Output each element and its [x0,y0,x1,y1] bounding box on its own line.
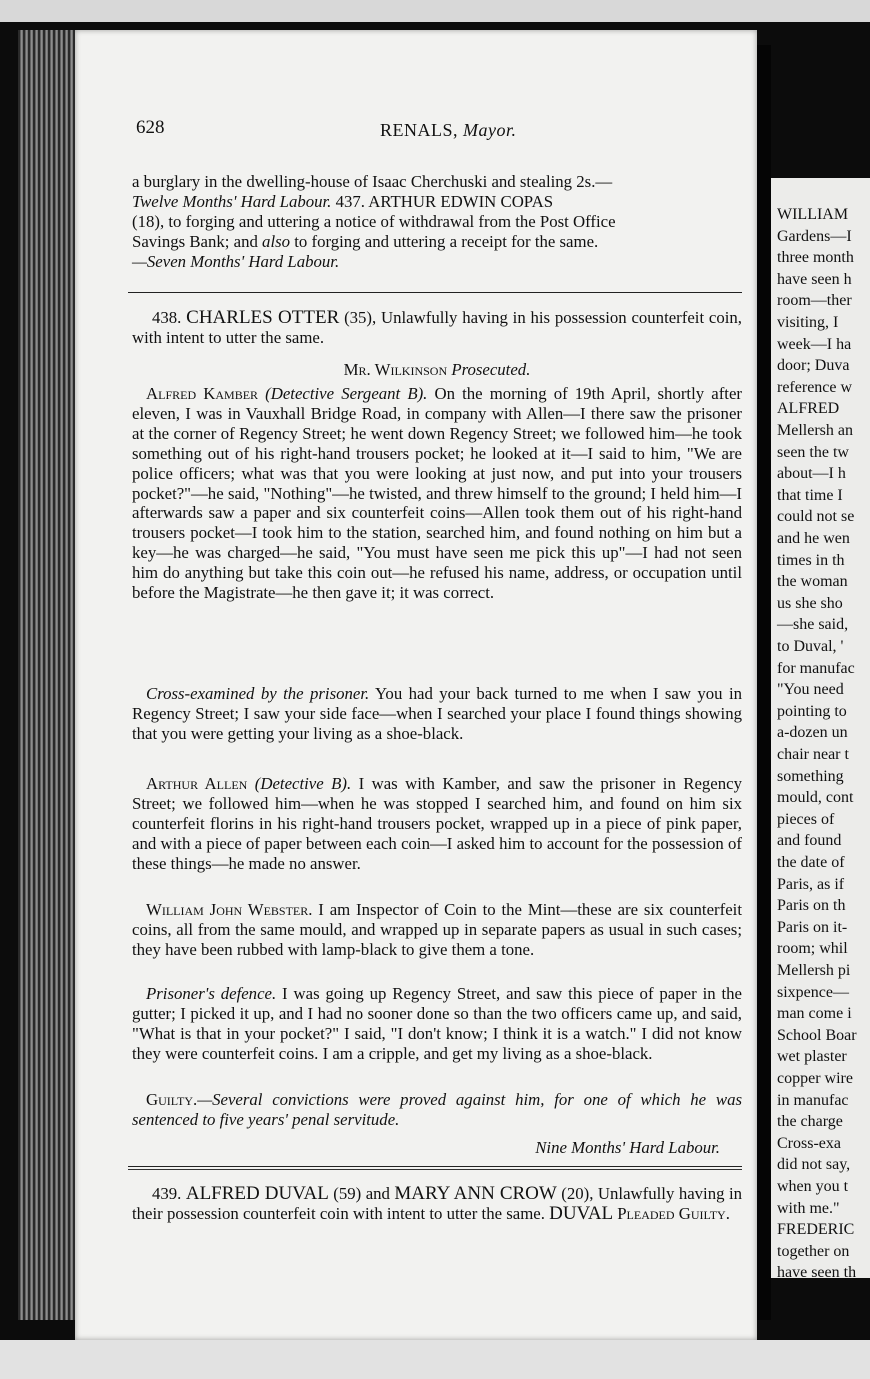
facing-page-line: that time I [777,486,843,504]
connector: (59) and [328,1184,395,1203]
facing-page-line: together on [777,1242,850,1260]
page-number: 628 [136,117,165,138]
facing-page-line: the woman [777,573,848,591]
facing-page-line: wet plaster [777,1048,847,1066]
charge-text: (20), Unlawfully having in their possession counterfeit coin with intent to utter the same. [132,1184,743,1223]
witness-role: (Detective Sergeant B). [258,384,428,403]
sentence: Nine Months' Hard Labour. [535,1138,720,1157]
prosecutor-line [132,360,742,380]
webster-testimony [132,900,742,960]
facing-page-line: "You need [777,681,844,699]
facing-page-line: copper wire [777,1070,853,1087]
section-rule [128,1166,742,1170]
case-437-heading: 437. ARTHUR EDWIN COPAS [331,191,554,211]
verdict-word: Guilty. [146,1090,198,1109]
facing-page-line: Paris on th [777,897,846,915]
facing-page-line: School Boar [777,1026,857,1044]
facing-page-line: ALFRED [777,400,840,418]
facing-page-line: Paris on it- [777,918,848,936]
facing-page-line: with me." [777,1199,840,1217]
sentence-italic: Twelve Months' Hard Labour. [132,191,332,211]
facing-page-line: to Duval, ' [777,638,844,655]
facing-page-line: reference w [777,378,853,396]
prisoner-defence [132,984,742,1064]
facing-page-line: times in th [777,551,845,569]
facing-page-line: could not se [777,508,855,526]
witness-name: William John Webster. [146,900,313,919]
defendant-name: CHARLES OTTER [186,307,340,328]
facing-page-line: week—I ha [777,335,852,353]
facing-page-line: FREDERIC [777,1221,855,1239]
running-title-office: Mayor. [463,120,517,140]
kamber-testimony [132,384,742,603]
facing-page-line: pieces of [777,810,835,828]
charge-text: (35), Unlawfully having in his possession counterfeit coin, with intent to utter the same. [132,308,743,347]
witness-name: Alfred Kamber [146,384,259,403]
facing-page-line: Mellersh pi [777,962,851,979]
line4-part-a: Savings Bank; and [132,231,263,251]
continuation-line-3: (18), to forging and uttering a notice of withdrawal from the Post Office [132,211,616,231]
scan-bottom-margin [0,1340,870,1379]
cross-label: Cross-examined by the prisoner. [146,684,370,703]
line4-also: also [262,231,291,251]
book-page-edges [18,30,78,1320]
defence-text: I was going up Regency Street, and saw this piece of paper in the gutter; I picked it up, and I had no sooner done so than the two officers came up, and said, "What is that in your pocket?" I said, "I don't know; I think it is a watch." I did not know they were counterfeit coins. I am a cripple, and get my living as a shoe-black. [132,984,742,1063]
facing-page-line: when you t [777,1178,849,1195]
verdict [132,1090,742,1130]
facing-page-line: Paris, as if [777,875,845,893]
facing-page-line: something [777,767,844,785]
facing-page-line: have seen th [777,1264,857,1278]
facing-page-line: —she said, [777,616,849,634]
testimony-text: On the morning of 19th April, shortly after eleven, I was in Vauxhall Bridge Road, in company with Allen—I there saw the prisoner at the corner of Regency Street; he went down Regency Street; we followed him—he took something out of his right-hand trousers pocket; he looked at it—I said to him, "We are police officers; what was that you were looking at just now, and put into your trousers pocket?"—he said, "Nothing"—he twisted, and threw himself to the ground; I held him—I afterwards saw a paper and six counterfeit coins—Allen took them out of his right-hand trousers pocket—I took him to the station, searched him, and found nothing on him but a key—he was charged—he said, "You must have seen me pick this up"—I had not seen him do anything but take this coin out—he refused his name, address, or occupation until before the Magistrate—he then gave it; it was correct. [132,384,742,603]
defendant-name: ALFRED DUVAL [185,1183,329,1204]
facing-page-line: for manufac [777,659,855,677]
facing-page-line: about—I h [777,465,846,483]
testimony-text: I was with Kamber, and saw the prisoner in Regency Street; we followed him—when he was stopped I searched him, and found on him six counterfeit florins in his right-hand trousers pocket, wrapped up in a piece of pink paper, and with a piece of paper between each coin—I asked him to account for the possession of these things—he made no answer. [132,774,742,873]
facing-page-line: did not say, [777,1156,851,1174]
facing-page-line: man come i [777,1005,852,1023]
defendant-name: MARY ANN CROW [394,1183,557,1204]
facing-page-line: WILLIAM [777,206,849,223]
case-number: 439. [152,1184,186,1203]
running-title [380,120,517,141]
running-title-name: RENALS, [380,120,459,140]
witness-role: (Detective B). [247,774,352,793]
verdict-text: —Several convictions were proved against him, for one of which he was sentenced to five years' penal servitude. [132,1090,742,1129]
facing-page-line: three month [777,249,854,267]
line4-part-c: to forging and uttering a receipt for the same. [290,231,599,251]
facing-page-line: seen the tw [777,443,849,461]
facing-page-line: Cross-exa [777,1134,841,1152]
facing-page-line: and he wen [777,530,850,547]
continuation-paragraph [132,172,742,272]
facing-page-line: the charge [777,1113,843,1131]
continuation-line-5: —Seven Months' Hard Labour. [132,251,340,271]
prosecutor-name: Mr. Wilkinson [343,360,448,379]
cross-examination [132,684,742,744]
defence-label: Prisoner's defence. [146,984,277,1003]
facing-page-line: mould, cont [777,789,854,807]
allen-testimony [132,774,742,874]
facing-page-line: the date of [777,854,845,871]
facing-page-line: sixpence— [777,983,849,1001]
case-438-intro [132,308,742,348]
facing-page-line: room—ther [777,292,852,310]
facing-page-line: Mellersh an [777,422,853,439]
continuation-line-2 [132,192,742,212]
facing-page-line: us she sho [777,594,843,612]
facing-page-line: visiting, I [777,314,839,331]
witness-name: Arthur Allen [146,774,248,793]
case-number: 438. [152,308,187,327]
facing-page-line: door; Duva [777,357,850,375]
facing-page-line: have seen h [777,270,852,288]
prosecuted-word: Prosecuted. [447,360,531,379]
facing-page-line: a-dozen un [777,724,848,742]
facing-page-line: chair near t [777,746,849,763]
facing-page-line: and found [777,832,842,850]
scan-top-margin [0,0,870,22]
continuation-line-1: a burglary in the dwelling-house of Isaac Cherchuski and stealing 2s.— [132,172,613,191]
plea: Pleaded Guilty. [617,1203,730,1223]
testimony-text: I am Inspector of Coin to the Mint—these are six counterfeit coins, all from the same mould, and wrapped up in separate papers as usual in such cases; they have been rubbed with lamp-black to give them a tone. [132,900,742,959]
book-gutter [757,45,771,1320]
continuation-line-4 [132,232,742,252]
facing-page-line: pointing to [777,702,847,720]
facing-page-line: Gardens—I [777,227,852,245]
facing-page [771,178,870,1278]
defendant-surname: DUVAL [549,1202,618,1224]
cross-text: You had your back turned to me when I saw you in Regency Street; I saw your side face—when I searched your place I found things showing that you were getting your living as a shoe-black. [132,684,742,743]
facing-page-line: in manufac [777,1091,849,1109]
facing-page-line: room; whil [777,940,848,958]
section-rule [128,292,742,293]
case-439-intro [132,1184,742,1224]
